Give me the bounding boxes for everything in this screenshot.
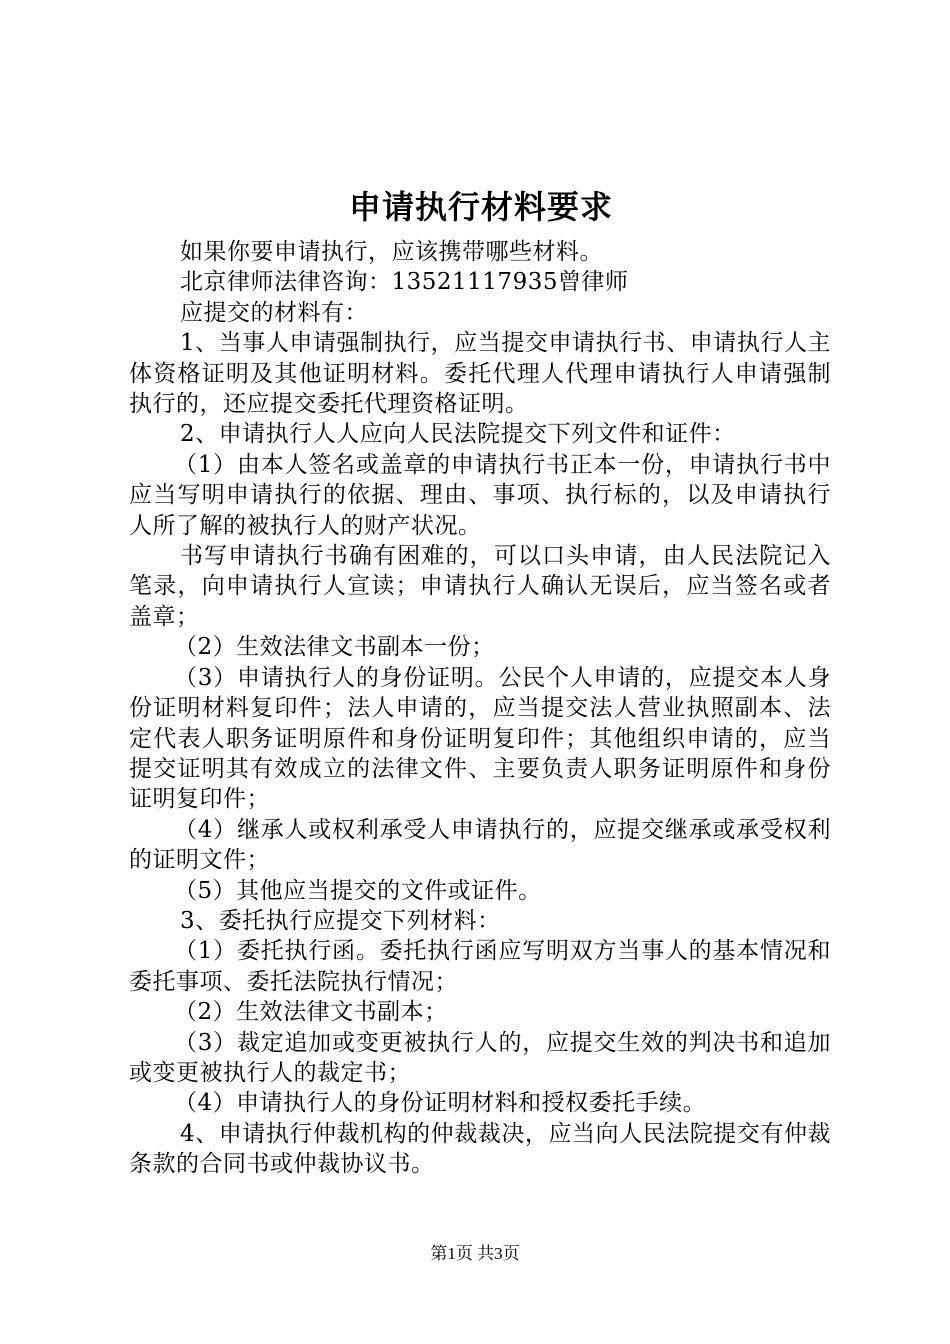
page-number-footer: 第1页 共3页	[430, 1244, 520, 1263]
item-3-sub-3: （3）裁定追加或变更被执行人的，应提交生效的判决书和追加或变更被执行人的裁定书；	[129, 1029, 831, 1086]
document-title: 申请执行材料要求	[348, 188, 613, 226]
intro-paragraph: 如果你要申请执行，应该携带哪些材料。	[180, 239, 603, 265]
item-4-paragraph: 4、申请执行仲裁机构的仲裁裁决，应当向人民法院提交有仲裁条款的合同书或仲裁协议书。	[129, 1120, 831, 1178]
item-2-sub-2: （2）生效法律文书副本一份；	[174, 634, 495, 661]
document-body	[129, 237, 831, 1180]
item-3-sub-1: （1）委托执行函。委托执行函应写明双方当事人的基本情况和委托事项、委托法院执行情况；	[129, 938, 831, 995]
materials-heading: 应提交的材料有：	[180, 299, 368, 326]
item-2-sub-4: （4）继承人或权利承受人申请执行的，应提交继承或承受权利的证明文件；	[129, 816, 831, 874]
item-2-sub-3: （3）申请执行人的身份证明。公民个人申请的，应提交本人身份证明材料复印件；法人申请的，应当提交法人营业执照副本、法定代表人职务证明原件和身份证明复印件；其他组织申请的，应当提交证明其有效成立的法律文件、主要负责人职务证明原件和身份证明复印件；	[129, 664, 831, 813]
item-3-heading: 3、委托执行应提交下列材料：	[180, 907, 501, 934]
consultation-line: 北京律师法律咨询：13521117935曾律师	[180, 269, 629, 296]
item-3-sub-4: （4）申请执行人的身份证明材料和授权委托手续。	[174, 1090, 707, 1117]
item-2-sub-5: （5）其他应当提交的文件或证件。	[174, 877, 542, 904]
item-2-sub-1: （1）由本人签名或盖章的申请执行书正本一份，申请执行书中应当写明申请执行的依据、理由、事项、执行标的，以及申请执行人所了解的被执行人的财产状况。	[129, 451, 831, 539]
item-2-sub-1-note: 书写申请执行书确有困难的，可以口头申请，由人民法院记入笔录，向申请执行人宣读；申请执行人确认无误后，应当签名或者盖章；	[129, 543, 831, 630]
item-2-heading: 2、申请执行人人应向人民法院提交下列文件和证件：	[180, 421, 736, 448]
item-1-paragraph: 1、当事人申请强制执行，应当提交申请执行书、申请执行人主体资格证明及其他证明材料。委托代理人代理申请执行人申请强制执行的，还应提交委托代理资格证明。	[129, 330, 831, 418]
item-3-sub-2: （2）生效法律文书副本；	[174, 999, 448, 1026]
